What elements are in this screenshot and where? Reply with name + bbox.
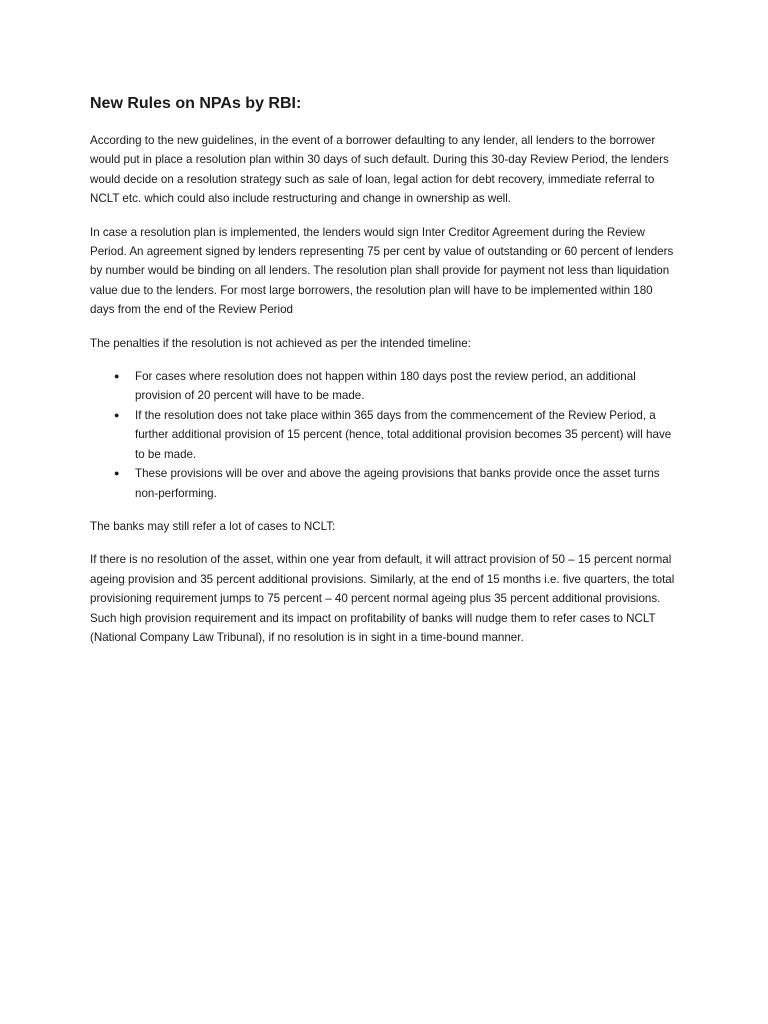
bullet-text: If the resolution does not take place within 365 days from the commencement of the Review Period, a further additional provision of 15 percent (hence, total additional provision becomes 35 percent) will have to be made. bbox=[135, 408, 672, 461]
bullet-icon: ● bbox=[114, 468, 120, 479]
paragraph-resolution-plan: In case a resolution plan is implemented, the lenders would sign Inter Creditor Agreement during the Review Period. An agreement signed by lenders representing 75 per cent by value of outstanding or 60 percent of lenders by number would be binding on all lenders. The resolution plan shall provide for payment not less than liquidation value due to the lenders. For most large borrowers, the resolution plan will have to be implemented within 180 days from the end of the Review Period bbox=[90, 225, 674, 317]
paragraph-nclt-intro: The banks may still refer a lot of cases to NCLT: bbox=[90, 519, 336, 533]
bullet-icon: ● bbox=[114, 409, 120, 420]
bullet-text: For cases where resolution does not happen within 180 days post the review period, an additional provision of 20 percent will have to be made. bbox=[135, 370, 636, 403]
penalties-list bbox=[90, 367, 680, 503]
list-item bbox=[90, 367, 680, 406]
paragraph-penalties-intro: The penalties if the resolution is not achieved as per the intended timeline: bbox=[90, 336, 471, 350]
paragraph-provisioning: If there is no resolution of the asset, within one year from default, it will attract provision of 50 – 15 percent normal ageing provision and 35 percent additional provisions. Similarly, at the end of 15 months i.e. five quarters, the total provisioning requirement jumps to 75 percent – 40 percent normal ageing plus 35 percent additional provisions. Such high provision requirement and its impact on profitability of banks will nudge them to refer cases to NCLT (National Company Law Tribunal), if no resolution is in sight in a time-bound manner. bbox=[90, 553, 675, 644]
bullet-icon: ● bbox=[114, 371, 120, 382]
list-item bbox=[90, 464, 680, 503]
document-title: New Rules on NPAs by RBI: bbox=[90, 95, 302, 112]
bullet-text: These provisions will be over and above the ageing provisions that banks provide once the asset turns non-performing. bbox=[135, 467, 660, 500]
paragraph-new-guidelines: According to the new guidelines, in the event of a borrower defaulting to any lender, all lenders to the borrower would put in place a resolution plan within 30 days of such default. During this 30-day Review Period, the lenders would decide on a resolution strategy such as sale of loan, legal action for debt recovery, immediate referral to NCLT etc. which could also include restructuring and change in ownership as well. bbox=[90, 134, 669, 206]
list-item bbox=[90, 406, 680, 464]
